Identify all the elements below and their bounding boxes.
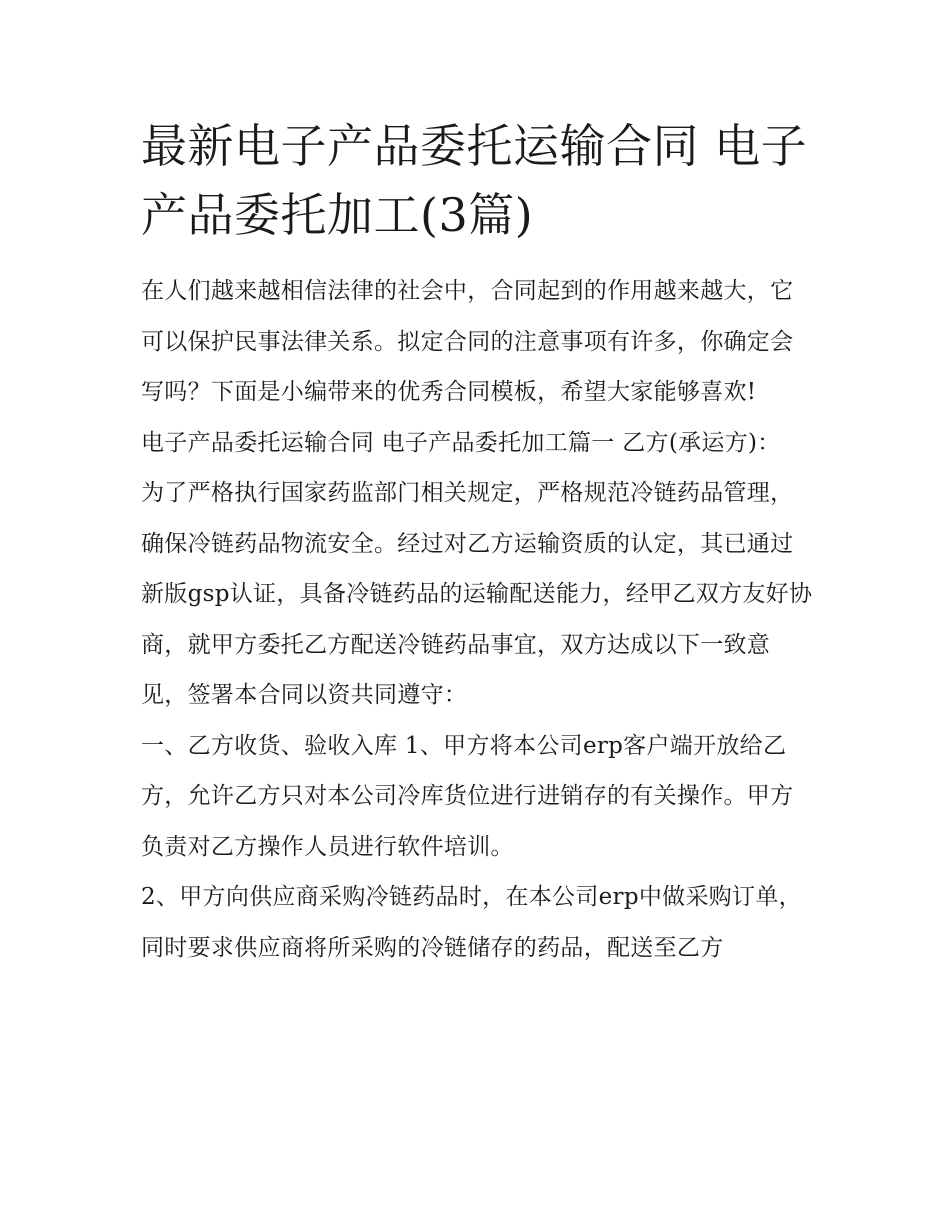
paragraph-clause-1: 一、乙方收货、验收入库 1、甲方将本公司erp客户端开放给乙方，允许乙方只对本公司冷库货位进行进销存的有关操作。甲方负责对乙方操作人员进行软件培训。 — [141, 732, 794, 860]
paragraph-preamble: 为了严格执行国家药监部门相关规定，严格规范冷链药品管理，确保冷链药品物流安全。经过对乙方运输资质的认定，其已通过新版gsp认证，具备冷链药品的运输配送能力，经甲乙双方友好协商，就甲方委托乙方配送冷链药品事宜，双方达成以下一致意见，签署本合同以资共同遵守： — [141, 480, 813, 708]
document-body — [141, 112, 813, 973]
document-title: 最新电子产品委托运输合同 电子产品委托加工(3篇) — [141, 119, 808, 242]
paragraph-clause-2: 2、甲方向供应商采购冷链药品时，在本公司erp中做采购订单，同时要求供应商将所采购的冷链储存的药品，配送至乙方 — [141, 884, 802, 961]
paragraph-section-heading: 电子产品委托运输合同 电子产品委托加工篇一 乙方(承运方)： — [141, 429, 781, 456]
paragraph-intro: 在人们越来越相信法律的社会中，合同起到的作用越来越大，它可以保护民事法律关系。拟定合同的注意事项有许多，你确定会写吗？下面是小编带来的优秀合同模板，希望大家能够喜欢! — [141, 278, 794, 405]
